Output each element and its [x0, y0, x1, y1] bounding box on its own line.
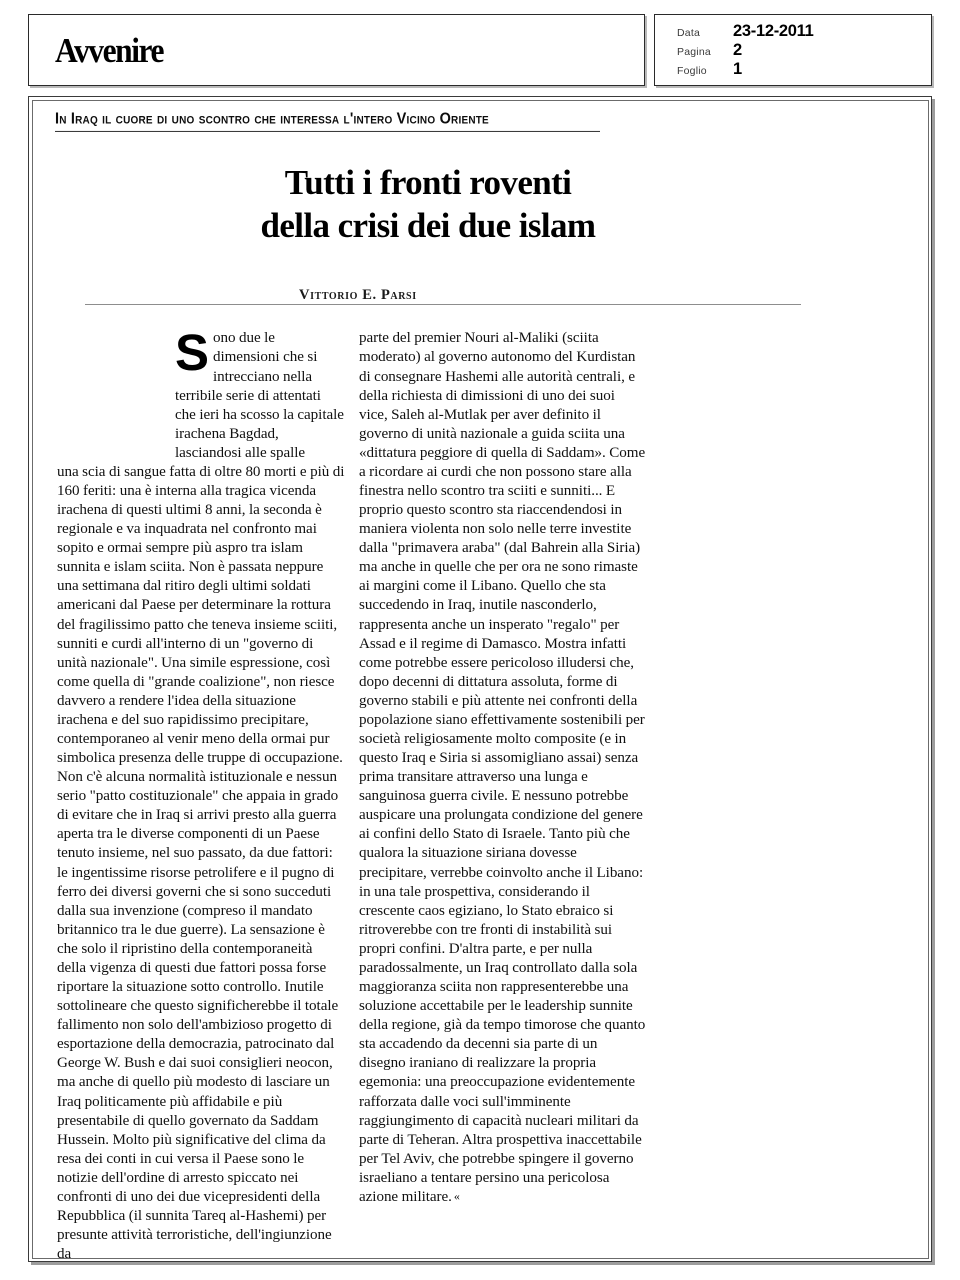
publication-meta-box: [654, 14, 932, 86]
lead-indent-shape: [57, 329, 175, 445]
header-strip: [28, 14, 932, 86]
meta-value-pagina: 2: [733, 41, 742, 59]
article-column-right: [359, 329, 647, 1207]
masthead-box: [28, 14, 645, 86]
meta-label-foglio: Foglio: [677, 65, 707, 77]
article-column-left: [57, 324, 345, 1264]
meta-value-data: 23-12-2011: [733, 22, 814, 40]
drop-cap: S: [175, 324, 209, 382]
meta-row-foglio: [677, 60, 931, 79]
article-kicker: In Iraq il cuore di uno scontro che interessa l'intero Vicino Oriente: [55, 111, 600, 132]
body-text-right: parte del premier Nouri al-Maliki (sciita moderato) al governo autonomo del Kurdistan di consegnare Hashemi alle autorità centrali, e della richiesta di dimissioni di uno dei suoi vice, Saleh al-Mutlak per aver definito il governo di unità nazionale a guida sciita una «dittatura peggiore di quella di Saddam». Come a ricordare ai curdi che non possono stare alla finestra nello scontro tra sciiti e sunniti... E proprio questo scontro sta riaccendendosi in maniera violenta non solo nelle terre investite dalla "primavera araba" (dal Bahrein alla Siria) ma anche in quelle che per ora ne sono rimaste ai margini come il Libano. Quello che sta succedendo in Iraq, inutile nasconderlo, rappresenta anche un insperato "regalo" per Assad e il regime di Damasco. Mostra infatti come potrebbe essere pericoloso illudersi che, dopo decenni di dittatura assoluta, forme di governo stabili e più attente nei confronti della popolazione siano effettivamente sostenibili per società religiosamente molto composite (e in questo Iraq e Siria si assomigliano assai) senza prima transitare attraverso una lunga e sanguinosa guerra civile. E nessuno potrebbe auspicare una prolungata condizione del genere ai confini dello Stato di Israele. Tanto più che qualora la situazione siriana dovesse precipitare, verrebbe coinvolto anche il Libano: in una tale prospettiva, considerando il crescente caos egiziano, lo Stato ebraico si ritroverebbe con tre fronti di instabilità sui propri confini. D'altra parte, e per nulla paradossalmente, un Iraq controllato dalla sola maggioranza sciita non rappresenterebbe una soluzione accettabile per le leadership sunnite della regione, già da tempo timorose che quanto sta accadendo da decenni sia parte di un disegno iraniano di realizzare la propria egemonia: una preoccupazione evidentemente rafforzata dalle voci sull'imminente raggiungimento di capacità nucleari militari da parte di Teheran. Altra prospettiva inaccettabile per Tel Aviv, che potrebbe spingere il governo israeliano a tentare persino una pericolosa azione militare.: [359, 330, 646, 1205]
article-frame: [28, 96, 932, 1262]
byline-block: [55, 287, 891, 311]
article-inner: [55, 111, 891, 1264]
byline-rule: [85, 304, 801, 305]
meta-row-pagina: [677, 41, 931, 60]
meta-row-data: [677, 22, 931, 41]
headline-line-1: Tutti i fronti roventi: [284, 163, 572, 202]
article-headline: [55, 162, 891, 247]
meta-label-data: Data: [677, 27, 700, 39]
meta-label-pagina: Pagina: [677, 46, 711, 58]
article-byline: Vittorio E. Parsi: [295, 287, 421, 304]
headline-line-2: della crisi dei due islam: [260, 205, 596, 245]
meta-value-foglio: 1: [733, 60, 742, 78]
body-text-left: una scia di sangue fatta di oltre 80 morti e più di 160 feriti: una è interna alla tragica vicenda irachena di questi ultimi 8 anni, la seconda è regionale e va inquadrata nel confronto mai sopito e ormai sempre più aspro tra islam sunnita e islam sciita. Non è passata neppure una settimana dal ritiro degli ultimi soldati americani dal Paese per determinare la rottura del fragilissimo patto che teneva insieme sciiti, sunniti e curdi all'interno di un "governo di unità nazionale". Una simile espressione, così come quella di "grande coalizione", non riesce davvero a rendere l'idea della situazione irachena e del suo rapidissimo precipitare, contemporaneo al venir meno della ormai pur simbolica presenza delle truppe di occupazione. Non c'è alcuna normalità istituzionale e nessun serio "patto costituzionale" che appaia in grado di evitare che in Iraq si arrivi presto alla guerra aperta tra le diverse componenti di un Paese tenuto insieme, nel suo passato, da due fattori: le ingentissime risorse petrolifere e il pugno di ferro dei diversi governi che si sono succeduti dalla sua invenzione (compreso il mandato britannico tra le due guerre). La sensazione è che solo il ripristino della contemporaneità della vigenza di questi due fattori possa forse riportare la situazione sotto controllo. Inutile sottolineare che questo significherebbe il totale fallimento non solo dell'ambizioso progetto di esportazione della democrazia, patrocinato dal George W. Bush e dai suoi consiglieri neocon, ma anche di quello più modesto di lasciare un Iraq politicamente più affidabile e più presentabile di quello governato da Saddam Hussein. Molto più significative del clima da resa dei conti in cui versa il Paese sono le notizie dell'ordine di arresto spiccato nei confronti di uno dei due vicepresidenti della Repubblica (il sunnita Tareq al-Hashemi) per presunte attività terroristiche, dell'ingiunzione da: [57, 463, 345, 1263]
article-columns: [55, 324, 891, 1264]
lead-block: [57, 324, 345, 463]
lead-paragraph-indented: ono due le dimensioni che si intrecciano nella terribile serie di attentati che ieri ha scosso la capitale irachena Bagdad, lasciandosi alle spalle: [175, 330, 344, 461]
end-mark: «: [453, 1188, 460, 1203]
masthead-title: Avvenire: [55, 30, 164, 70]
